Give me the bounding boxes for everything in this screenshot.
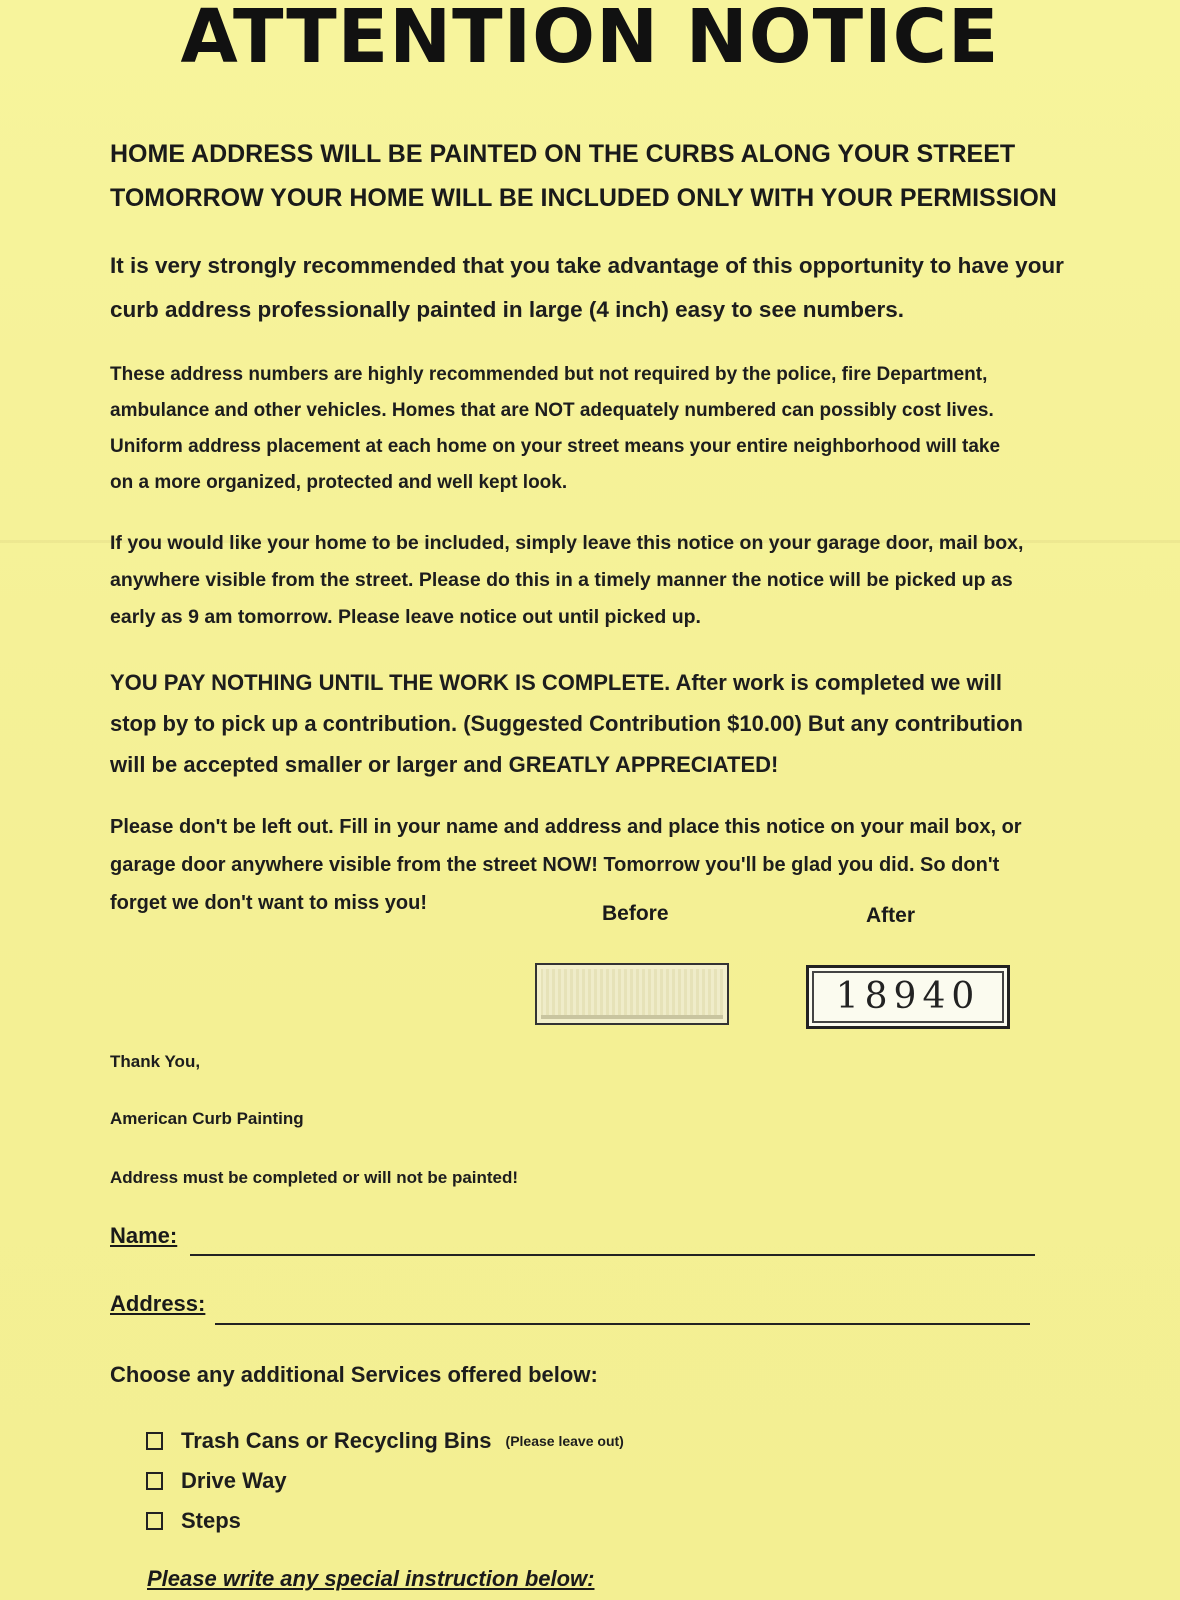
notice-title: ATTENTION NOTICE (180, 0, 1000, 80)
checkbox[interactable] (146, 1432, 163, 1450)
paragraph-line: on a more organized, protected and well kept look. (110, 472, 568, 493)
address-warning: Address must be completed or will not be painted! (110, 1168, 519, 1187)
service-option-steps[interactable] (146, 1508, 241, 1534)
service-note: (Please leave out) (505, 1433, 624, 1449)
name-field[interactable] (190, 1254, 1035, 1256)
paragraph-importance (110, 357, 1170, 501)
paragraph-line: early as 9 am tomorrow. Please leave notice out until picked up. (110, 606, 701, 628)
paragraph-payment (110, 662, 1170, 785)
paragraph-line: curb address professionally painted in large (4 inch) easy to see numbers. (110, 297, 904, 322)
paragraph-line: If you would like your home to be included, simply leave this notice on your garage door, mail box, (110, 532, 1024, 554)
subheading-line-1: HOME ADDRESS WILL BE PAINTED ON THE CURBS ALONG YOUR STREET (110, 140, 1016, 168)
paragraph-instructions (110, 525, 1170, 636)
checkbox[interactable] (146, 1512, 163, 1530)
name-label: Name: (110, 1223, 178, 1248)
before-curb-image (535, 963, 729, 1025)
thank-you-text: Thank You, (110, 1052, 201, 1071)
address-label: Address: (110, 1291, 206, 1316)
paragraph-line: stop by to pick up a contribution. (Suggested Contribution $10.00) But any contribution (110, 711, 1023, 736)
service-option-trash-cans[interactable] (146, 1428, 624, 1454)
company-name: American Curb Painting (110, 1109, 304, 1128)
services-heading: Choose any additional Services offered below: (110, 1362, 598, 1387)
address-field[interactable] (215, 1323, 1030, 1325)
service-label: Steps (181, 1508, 241, 1533)
paragraph-line: Uniform address placement at each home on your street means your entire neighborhood will take (110, 436, 1001, 457)
subheading-line-2: TOMORROW YOUR HOME WILL BE INCLUDED ONLY WITH YOUR PERMISSION (110, 184, 1057, 212)
paragraph-line: Please don't be left out. Fill in your name and address and place this notice on your mail box, or (110, 816, 1022, 838)
paragraph-line: It is very strongly recommended that you take advantage of this opportunity to have your (110, 253, 1064, 278)
after-label: After (866, 904, 916, 927)
paragraph-line: These address numbers are highly recommended but not required by the police, fire Department, (110, 364, 988, 385)
paragraph-recommendation (110, 244, 1170, 332)
paragraph-line: forget we don't want to miss you! (110, 892, 427, 914)
checkbox[interactable] (146, 1472, 163, 1490)
before-label: Before (602, 902, 669, 925)
paragraph-line: YOU PAY NOTHING UNTIL THE WORK IS COMPLETE. After work is completed we will (110, 670, 1002, 695)
service-option-drive-way[interactable] (146, 1468, 287, 1494)
paragraph-line: anywhere visible from the street. Please do this in a timely manner the notice will be picked up as (110, 569, 1013, 591)
service-label: Drive Way (181, 1468, 287, 1493)
paragraph-line: will be accepted smaller or larger and GREATLY APPRECIATED! (110, 752, 779, 777)
service-label: Trash Cans or Recycling Bins (181, 1428, 492, 1453)
after-curb-number: 18940 (806, 965, 1010, 1029)
paragraph-line: ambulance and other vehicles. Homes that are NOT adequately numbered can possibly cost lives. (110, 400, 994, 421)
special-instructions-label: Please write any special instruction below: (147, 1566, 595, 1591)
paragraph-line: garage door anywhere visible from the street NOW! Tomorrow you'll be glad you did. So don't (110, 854, 1000, 876)
